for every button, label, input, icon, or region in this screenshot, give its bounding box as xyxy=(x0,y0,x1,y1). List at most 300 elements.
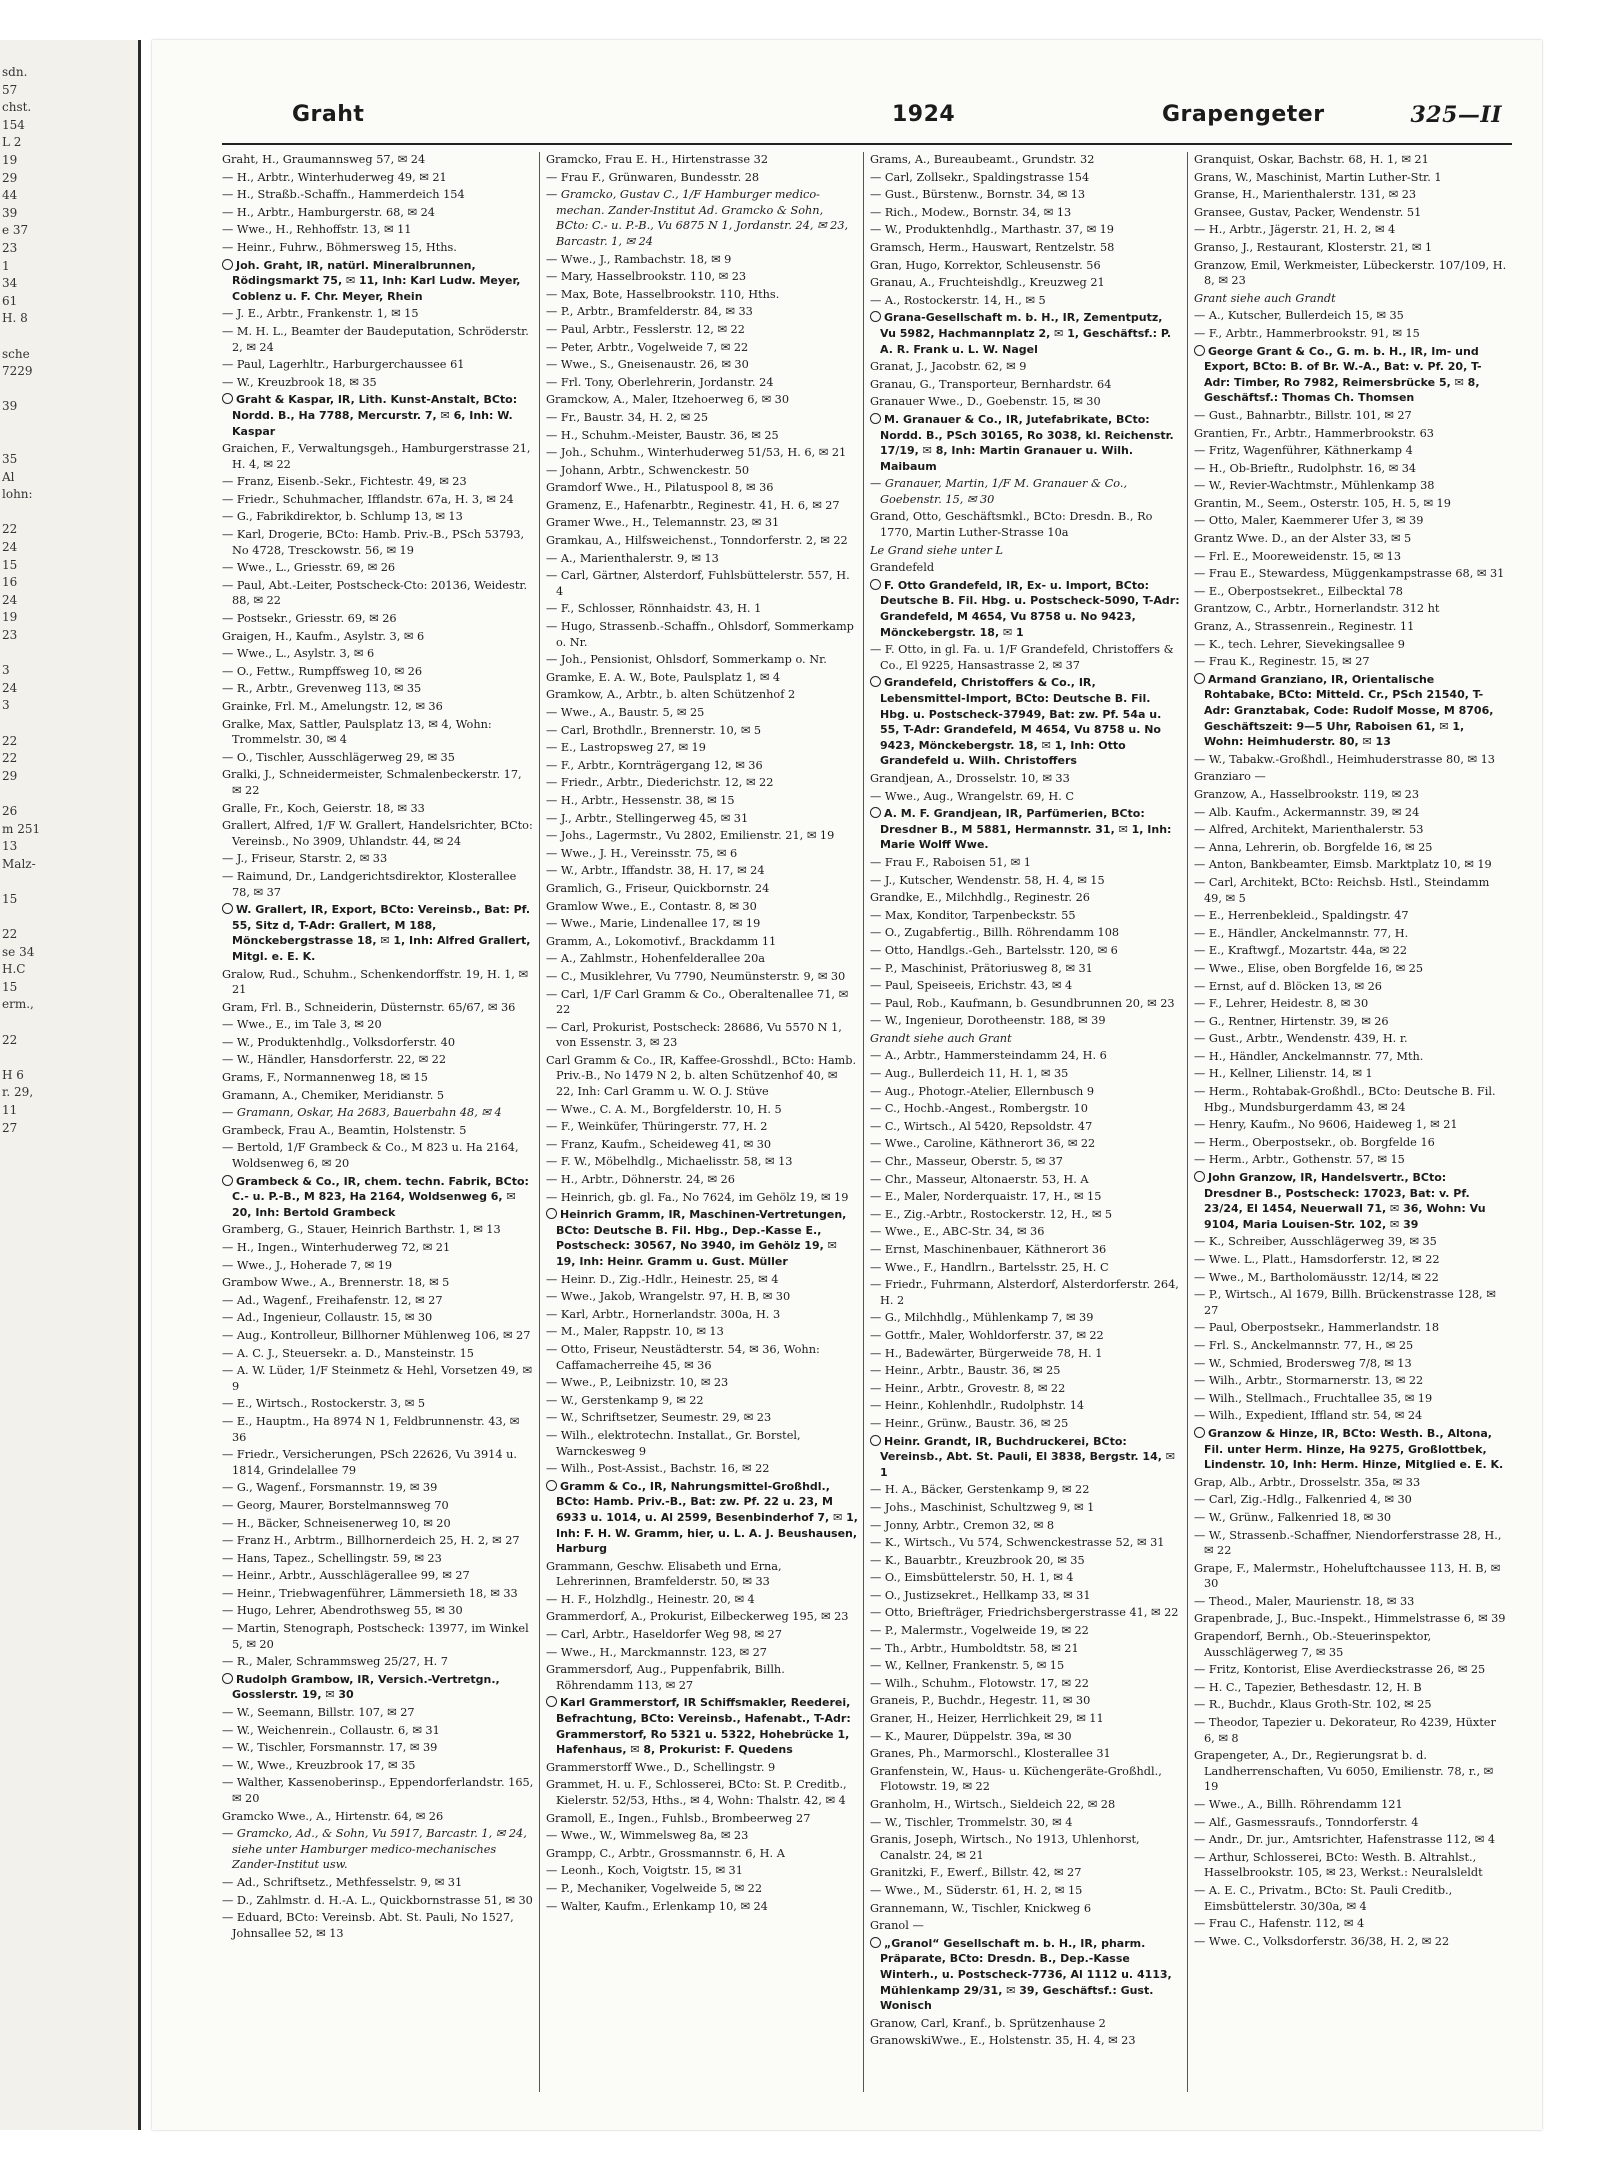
directory-entry xyxy=(222,1910,534,1941)
entry-text: — Frau E., Stewardess, Müggenkampstrasse 68, ✉ 31 xyxy=(1194,567,1505,581)
entry-text: — Wwe., S., Gneisenaustr. 26, ✉ 30 xyxy=(546,358,749,372)
entry-text: Graichen, F., Verwaltungsgeh., Hamburgerstrasse 21, H. 4, ✉ 22 xyxy=(222,442,531,471)
directory-entry xyxy=(546,601,858,617)
entry-text: — Fritz, Wagenführer, Käthnerkamp 4 xyxy=(1194,444,1413,458)
entry-text: — Walther, Kassenoberinsp., Eppendorferlandstr. 165, ✉ 20 xyxy=(222,1776,534,1805)
entry-text: — Ad., Ingenieur, Collaustr. 15, ✉ 30 xyxy=(222,1311,433,1325)
directory-entry xyxy=(870,1310,1182,1326)
entry-text: Grandefeld, Christoffers & Co., IR, Lebensmittel-Import, BCto: Deutsche B. Fil. Hbg. u. Postscheck-37949, Bat: zw. Pf. 54a u. 55, T-Adr: Grandefeld, M 4654, Vu 8758 u. No 9423, Mönckebergstr. 18, ✉ 1, Inh: Otto Grandefeld u. Wilh. Christoffers xyxy=(880,676,1162,768)
entry-text: — Aug., Kontrolleur, Billhorner Mühlenweg 106, ✉ 27 xyxy=(222,1328,531,1342)
entry-text: — Friedr., Schuhmacher, Ifflandstr. 67a, H. 3, ✉ 24 xyxy=(222,492,514,506)
circle-mark-icon xyxy=(222,393,233,404)
directory-entry xyxy=(870,1693,1182,1709)
entry-text: Grape, F., Malermstr., Hoheluftchaussee 113, H. B, ✉ 30 xyxy=(1194,1561,1501,1591)
directory-entry xyxy=(546,340,858,356)
directory-entry xyxy=(222,1672,534,1703)
directory-entry xyxy=(870,943,1182,959)
entry-text: Gramm, A., Lokomotivf., Brackdamm 11 xyxy=(546,934,777,948)
directory-entry xyxy=(546,1342,858,1373)
entry-text: W. Grallert, IR, Export, BCto: Vereinsb., Bat: Pf. 55, Sitz d, T-Adr: Grallert, M 188, Mönckebergstrasse 18, ✉ 1, Inh: Alfred Grallert, Mitgl. e. E. K. xyxy=(232,903,531,963)
entry-text: Le Grand siehe unter L xyxy=(870,543,1003,557)
directory-entry xyxy=(870,1224,1182,1240)
entry-text: — G., Rentner, Hirtenstr. 39, ✉ 26 xyxy=(1194,1014,1389,1028)
entry-text: Gramke, E. A. W., Bote, Paulsplatz 1, ✉ 4 xyxy=(546,670,781,684)
directory-entry xyxy=(546,1324,858,1340)
directory-entry xyxy=(222,324,534,355)
directory-entry xyxy=(546,410,858,426)
entry-text: — E., Hauptm., Ha 8974 N 1, Feldbrunnenstr. 43, ✉ 36 xyxy=(222,1414,520,1444)
directory-entry xyxy=(870,1764,1182,1795)
entry-text: — Max, Bote, Hasselbrookstr. 110, Hths. xyxy=(546,287,780,301)
directory-entry xyxy=(1194,308,1507,324)
entry-text: — Wwe., H., Rehhoffstr. 13, ✉ 11 xyxy=(222,223,412,237)
directory-entry xyxy=(1194,1049,1507,1065)
entry-text: — W., Produktenhdlg., Marthastr. 37, ✉ 19 xyxy=(870,223,1114,237)
entry-text: — Carl, Prokurist, Postscheck: 28686, Vu 5570 N 1, von Essenstr. 3, ✉ 23 xyxy=(546,1020,842,1050)
directory-entry xyxy=(870,806,1182,853)
entry-text: — Gramcko, Gustav C., 1/F Hamburger medico-mechan. Zander-Institut Ad. Gramcko & Sohn, BCto: C.- u. P.-B., Vu 6875 N 1, Jordanstr. 24, ✉ 23, Barcastr. 1, ✉ 24 xyxy=(546,188,849,248)
directory-entry xyxy=(1194,443,1507,459)
directory-entry xyxy=(546,1559,858,1590)
circle-mark-icon xyxy=(870,579,881,590)
directory-entry xyxy=(222,357,534,373)
directory-entry xyxy=(222,1000,534,1016)
directory-entry xyxy=(1194,152,1507,168)
entry-text: — W., Weichenrein., Collaustr. 6, ✉ 31 xyxy=(222,1723,440,1737)
entry-text: — Carl, Zig.-Hdlg., Falkenried 4, ✉ 30 xyxy=(1194,1493,1412,1507)
directory-entry xyxy=(222,441,534,472)
entry-text: — Paul, Oberpostsekr., Hammerlandstr. 18 xyxy=(1194,1321,1440,1335)
directory-entry xyxy=(546,463,858,479)
entry-text: Grans, W., Maschinist, Martin Luther-Str. 1 xyxy=(1194,170,1442,184)
directory-entry xyxy=(546,1393,858,1409)
directory-entry xyxy=(546,1053,858,1100)
entry-text: — C., Hochb.-Angest., Rombergstr. 10 xyxy=(870,1102,1088,1116)
directory-entry xyxy=(870,1154,1182,1170)
entry-text: — Fr., Baustr. 34, H. 2, ✉ 25 xyxy=(546,410,709,424)
directory-entry xyxy=(222,1088,534,1104)
entry-text: — Th., Arbtr., Humboldtstr. 58, ✉ 21 xyxy=(870,1641,1079,1655)
directory-entry xyxy=(1194,1014,1507,1030)
directory-entry xyxy=(222,902,534,964)
directory-entry xyxy=(870,1101,1182,1117)
entry-text: Grantien, Fr., Arbtr., Hammerbrookstr. 63 xyxy=(1194,426,1434,440)
entry-text: M. Granauer & Co., IR, Jutefabrikate, BCto: Nordd. B., PSch 30165, Ro 3038, kl. Reichenstr. 17/19, ✉ 8, Inh: Martin Granauer u. Wilh. Maibaum xyxy=(880,412,1174,473)
entry-text: — A., Kutscher, Bullerdeich 15, ✉ 35 xyxy=(1194,309,1404,323)
directory-entry xyxy=(870,1416,1182,1432)
directory-entry xyxy=(1194,1426,1507,1473)
entry-text: — Frl. S., Anckelmannstr. 77, H., ✉ 25 xyxy=(1194,1338,1414,1352)
directory-entry xyxy=(1194,672,1507,750)
directory-entry xyxy=(546,152,858,168)
circle-mark-icon xyxy=(546,1696,557,1707)
entry-text: Grapengeter, A., Dr., Regierungsrat b. d. Landherrenschaften, Vu 6050, Emilienstr. 78, r., ✉ 19 xyxy=(1194,1749,1494,1794)
entry-text: „Granol“ Gesellschaft m. b. H., IR, pharm. Präparate, BCto: Dresdn. B., Dep.-Kasse Winterh., u. Postscheck-7736, Al 1112 u. 4113, Mühlenkamp 29/31, ✉ 39, Geschäftsf.: Gust. Wonisch xyxy=(880,1936,1172,2013)
entry-text: — Aug., Bullerdeich 11, H. 1, ✉ 35 xyxy=(870,1067,1069,1081)
entry-text: Grantin, M., Seem., Osterstr. 105, H. 5, ✉ 19 xyxy=(1194,496,1451,510)
entry-text: — W., Tischler, Forsmannstr. 17, ✉ 39 xyxy=(222,1741,438,1755)
entry-text: — Frau F., Raboisen 51, ✉ 1 xyxy=(870,855,1031,869)
directory-entry xyxy=(546,687,858,703)
directory-entry xyxy=(870,394,1182,410)
entry-text: — H., Ingen., Winterhuderweg 72, ✉ 21 xyxy=(222,1241,451,1254)
entry-text: — Wilh., elektrotechn. Installat., Gr. Borstel, Warnckesweg 9 xyxy=(546,1428,801,1458)
directory-entry xyxy=(222,222,534,238)
directory-entry xyxy=(546,1592,858,1608)
directory-entry xyxy=(1194,1234,1507,1250)
entry-text: — P., Mechaniker, Vogelweide 5, ✉ 22 xyxy=(546,1881,763,1895)
directory-entry xyxy=(222,646,534,662)
directory-entry xyxy=(222,152,534,168)
entry-text: — Otto, Briefträger, Friedrichsbergerstrasse 41, ✉ 22 xyxy=(870,1606,1179,1620)
directory-entry xyxy=(1194,1594,1507,1610)
directory-entry xyxy=(1194,478,1507,494)
directory-entry xyxy=(222,699,534,715)
entry-text: Gralke, Max, Sattler, Paulsplatz 13, ✉ 4, Wohn: Trommelstr. 30, ✉ 4 xyxy=(222,717,492,747)
entry-text: Granziaro — xyxy=(1194,770,1266,784)
directory-entry xyxy=(870,275,1182,291)
entry-text: — Wilh., Post-Assist., Bachstr. 16, ✉ 22 xyxy=(546,1462,770,1476)
directory-entry xyxy=(870,258,1182,274)
entry-text: — W., Schriftsetzer, Seumestr. 29, ✉ 23 xyxy=(546,1411,772,1425)
directory-entry xyxy=(546,723,858,739)
directory-entry xyxy=(222,1105,534,1121)
directory-entry xyxy=(870,789,1182,805)
entry-text: — Fritz, Kontorist, Elise Averdieckstrasse 26, ✉ 25 xyxy=(1194,1663,1486,1677)
directory-entry xyxy=(870,560,1182,576)
directory-entry xyxy=(1194,1748,1507,1795)
entry-text: Gramdorf Wwe., H., Pilatuspool 8, ✉ 36 xyxy=(546,481,774,495)
entry-text: — K., Maurer, Düppelstr. 39a, ✉ 30 xyxy=(870,1729,1072,1743)
entry-text: Granfenstein, W., Haus- u. Küchengeräte-Großhdl., Flotowstr. 19, ✉ 22 xyxy=(870,1764,1162,1794)
directory-entry xyxy=(546,793,858,809)
entry-text: Gralle, Fr., Koch, Geierstr. 18, ✉ 33 xyxy=(222,801,425,815)
entry-text: — Heinrich, gb. gl. Fa., No 7624, im Gehölz 19, ✉ 19 xyxy=(546,1190,849,1204)
directory-entry xyxy=(222,492,534,508)
directory-entry xyxy=(870,509,1182,540)
directory-entry xyxy=(222,187,534,203)
entry-text: Granzow, Emil, Werkmeister, Lübeckerstr. 107/109, H. 8, ✉ 23 xyxy=(1194,258,1507,288)
directory-entry xyxy=(546,1662,858,1693)
entry-text: — J., Friseur, Starstr. 2, ✉ 33 xyxy=(222,852,388,866)
directory-entry xyxy=(1194,1170,1507,1232)
entry-text: — H., Händler, Anckelmannstr. 77, Mth. xyxy=(1194,1049,1424,1063)
directory-entry xyxy=(546,1461,858,1477)
entry-text: — H., Arbtr., Döhnerstr. 24, ✉ 26 xyxy=(546,1173,735,1187)
entry-text: Grantz Wwe. D., an der Alster 33, ✉ 5 xyxy=(1194,532,1412,546)
directory-entry xyxy=(222,1723,534,1739)
entry-text: — Karl, Drogerie, BCto: Hamb. Priv.-B., PSch 53793, No 4728, Tresckowstr. 56, ✉ 19 xyxy=(222,528,525,557)
entry-text: — Martin, Stenograph, Postscheck: 13977, im Winkel 5, ✉ 20 xyxy=(222,1622,529,1651)
directory-entry xyxy=(1194,566,1507,582)
directory-entry xyxy=(222,509,534,525)
directory-entry xyxy=(546,916,858,932)
directory-entry xyxy=(1194,205,1507,221)
directory-entry xyxy=(546,1289,858,1305)
directory-entry xyxy=(222,306,534,322)
directory-entry xyxy=(1194,1629,1507,1660)
entry-text: — W., Arbtr., Iffandstr. 38, H. 17, ✉ 24 xyxy=(546,864,765,878)
directory-entry xyxy=(222,1603,534,1619)
entry-text: — Gust., Bürstenw., Bornstr. 34, ✉ 13 xyxy=(870,188,1086,202)
directory-entry xyxy=(1194,822,1507,838)
entry-text: — A., Marienthalerstr. 9, ✉ 13 xyxy=(546,551,719,565)
directory-entry xyxy=(546,1609,858,1625)
entry-text: Grapendorf, Bernh., Ob.-Steuerinspektor, Ausschlägerweg 7, ✉ 35 xyxy=(1194,1630,1432,1659)
directory-entry xyxy=(222,1568,534,1584)
entry-text: Granholm, H., Wirtsch., Sieldeich 22, ✉ 28 xyxy=(870,1798,1116,1811)
directory-entry xyxy=(870,1084,1182,1100)
entry-text: — J., Kutscher, Wendenstr. 58, H. 4, ✉ 15 xyxy=(870,873,1105,887)
entry-text: — M., Maler, Rappstr. 10, ✉ 13 xyxy=(546,1325,724,1339)
entry-text: — Wwe., P., Leibnizstr. 10, ✉ 23 xyxy=(546,1376,729,1390)
entry-text: — Paul, Lagerhltr., Harburgerchaussee 61 xyxy=(222,358,465,372)
directory-entry xyxy=(222,750,534,766)
entry-text: — W., Gerstenkamp 9, ✉ 22 xyxy=(546,1393,704,1407)
directory-entry xyxy=(222,1654,534,1670)
directory-entry xyxy=(222,205,534,221)
directory-entry xyxy=(222,1826,534,1873)
entry-text: — W., Händler, Hansdorferstr. 22, ✉ 22 xyxy=(222,1053,447,1067)
entry-text: — Franz, Kaufm., Scheideweg 41, ✉ 30 xyxy=(546,1137,772,1151)
entry-text: Gramm & Co., IR, Nahrungsmittel-Großhdl., BCto: Hamb. Priv.-B., Bat: zw. Pf. 22 u. 23, M 6933 u. 1014, u. Al 2599, Besenbinderhof 7, ✉ 1, Inh: F. H. W. Gramm, hier, u. L. A. J. Beushausen, Harburg xyxy=(556,1479,858,1556)
entry-text: — G., Milchhdlg., Mühlenkamp 7, ✉ 39 xyxy=(870,1311,1094,1325)
directory-entry xyxy=(1194,1066,1507,1082)
entry-text: Grambow Wwe., A., Brennerstr. 18, ✉ 5 xyxy=(222,1276,450,1290)
directory-entry xyxy=(870,1136,1182,1152)
directory-entry xyxy=(546,1760,858,1776)
directory-entry xyxy=(546,1846,858,1862)
entry-text: Graht, H., Graumannsweg 57, ✉ 24 xyxy=(222,153,426,166)
directory-entry xyxy=(222,1705,534,1721)
entry-text: — P., Wirtsch., Al 1679, Billh. Brückenstrasse 128, ✉ 27 xyxy=(1194,1288,1496,1317)
directory-entry xyxy=(1194,1850,1507,1881)
entry-text: Gran, Hugo, Korrektor, Schleusenstr. 56 xyxy=(870,258,1101,272)
entry-text: — O., Fettw., Rumpffsweg 10, ✉ 26 xyxy=(222,664,423,678)
entry-text: Rudolph Grambow, IR, Versich.-Vertretgn., Gosslerstr. 19, ✉ 30 xyxy=(232,1672,500,1702)
entry-text: — Friedr., Arbtr., Diederichstr. 12, ✉ 22 xyxy=(546,776,774,790)
directory-entry xyxy=(870,1363,1182,1379)
directory-entry xyxy=(1194,584,1507,600)
entry-text: — Frau F., Grünwaren, Bundesstr. 28 xyxy=(546,170,760,184)
entry-text: — G., Wagenf., Forsmannstr. 19, ✉ 39 xyxy=(222,1481,438,1495)
directory-entry xyxy=(1194,1031,1507,1047)
entry-text: — Hugo, Strassenb.-Schaffn., Ohlsdorf, Sommerkamp o. Nr. xyxy=(546,620,854,649)
directory-entry xyxy=(546,1828,858,1844)
directory-entry xyxy=(222,240,534,256)
entry-text: Grammerdorf, A., Prokurist, Eilbeckerweg 195, ✉ 23 xyxy=(546,1610,849,1624)
directory-entry xyxy=(870,978,1182,994)
entry-text: — F. Otto, in gl. Fa. u. 1/F Grandefeld, Christoffers & Co., El 9225, Hansastrasse 2, ✉ 37 xyxy=(870,643,1174,672)
entry-text: — H. F., Holzhdlg., Heinestr. 20, ✉ 4 xyxy=(546,1592,755,1606)
entry-text: Grallert, Alfred, 1/F W. Grallert, Handelsrichter, BCto: Vereinsb., No 3909, Uhlandstr. 44, ✉ 24 xyxy=(222,819,533,848)
directory-entry xyxy=(546,1428,858,1459)
entry-text: Grambeck, Frau A., Beamtin, Holstenstr. 5 xyxy=(222,1123,467,1137)
circle-mark-icon xyxy=(870,311,881,322)
directory-entry xyxy=(870,412,1182,474)
entry-text: — E., Kraftwgf., Mozartstr. 44a, ✉ 22 xyxy=(1194,944,1408,958)
entry-text: Graneis, P., Buchdr., Hegestr. 11, ✉ 30 xyxy=(870,1694,1091,1708)
directory-entry xyxy=(870,1381,1182,1397)
entry-text: — P., Maschinist, Prätoriusweg 8, ✉ 31 xyxy=(870,961,1093,975)
directory-entry xyxy=(1194,408,1507,424)
entry-text: Gramlich, G., Friseur, Quickbornstr. 24 xyxy=(546,881,770,895)
directory-entry xyxy=(546,987,858,1018)
directory-entry xyxy=(870,543,1182,559)
entry-text: — K., Bauarbtr., Kreuzbrook 20, ✉ 35 xyxy=(870,1553,1085,1567)
entry-text: — H., Arbtr., Jägerstr. 21, H. 2, ✉ 4 xyxy=(1194,223,1396,237)
entry-text: — Hugo, Lehrer, Abendrothsweg 55, ✉ 30 xyxy=(222,1604,463,1618)
entry-text: — Gramann, Oskar, Ha 2683, Bauerbahn 48, ✉ 4 xyxy=(222,1106,502,1120)
entry-text: Grambeck & Co., IR, chem. techn. Fabrik, BCto: C.- u. P.-B., M 823, Ha 2164, Woldsenweg 6, ✉ 20, Inh: Bertold Grambeck xyxy=(232,1174,529,1219)
entry-text: — F., Arbtr., Kornträgergang 12, ✉ 36 xyxy=(546,758,763,772)
directory-entry xyxy=(546,705,858,721)
entry-text: — O., Zugabfertig., Billh. Röhrendamm 108 xyxy=(870,926,1120,940)
directory-entry xyxy=(1194,654,1507,670)
entry-text: — Joh., Pensionist, Ohlsdorf, Sommerkamp o. Nr. xyxy=(546,653,827,667)
entry-text: — A., Zahlmstr., Hohenfelderallee 20a xyxy=(546,952,765,966)
directory-entry xyxy=(870,1500,1182,1516)
directory-entry xyxy=(222,578,534,609)
directory-entry xyxy=(546,269,858,285)
entry-text: — Rich., Modew., Bornstr. 34, ✉ 13 xyxy=(870,205,1072,219)
entry-text: — W., Wwe., Kreuzbrook 17, ✉ 35 xyxy=(222,1758,416,1772)
entry-text: — G., Fabrikdirektor, b. Schlump 13, ✉ 13 xyxy=(222,510,463,524)
entry-text: — Wwe., H., Marckmannstr. 123, ✉ 27 xyxy=(546,1645,767,1659)
entry-text: Graht & Kaspar, IR, Lith. Kunst-Anstalt, BCto: Nordd. B., Ha 7788, Mercurstr. 7, ✉ 6, Inh: W. Kaspar xyxy=(232,393,518,438)
entry-text: — Heinr. D., Zig.-Hdlr., Heinestr. 25, ✉ 4 xyxy=(546,1272,779,1286)
entry-text: — Johann, Arbtr., Schwenckestr. 50 xyxy=(546,463,750,477)
column-2 xyxy=(546,152,864,2092)
directory-entry xyxy=(1194,513,1507,529)
directory-entry xyxy=(222,560,534,576)
entry-text: — W., Tabakw.-Großhdl., Heimhuderstrasse 80, ✉ 13 xyxy=(1194,752,1495,766)
directory-entry xyxy=(870,1260,1182,1276)
entry-text: — Wilh., Stellmach., Fruchtallee 35, ✉ 19 xyxy=(1194,1391,1433,1405)
circle-mark-icon xyxy=(1194,345,1205,356)
directory-entry xyxy=(222,1621,534,1652)
directory-entry xyxy=(546,619,858,650)
directory-entry xyxy=(1194,258,1507,289)
entry-text: Grammet, H. u. F., Schlosserei, BCto: St. P. Creditb., Kielerstr. 52/53, Hths., ✉ 4, Wohn: Thalstr. 42, ✉ 4 xyxy=(546,1778,847,1807)
directory-entry xyxy=(1194,943,1507,959)
circle-mark-icon xyxy=(1194,673,1205,684)
directory-entry xyxy=(222,1240,534,1256)
directory-entry xyxy=(870,1832,1182,1863)
directory-entry xyxy=(222,1140,534,1171)
directory-entry xyxy=(1194,1528,1507,1559)
directory-entry xyxy=(222,1293,534,1309)
directory-entry xyxy=(1194,1152,1507,1168)
entry-text: — E., Zig.-Arbtr., Rostockerstr. 12, H., ✉ 5 xyxy=(870,1207,1113,1221)
directory-entry xyxy=(546,375,858,391)
directory-entry xyxy=(222,767,534,798)
entry-text: Granol — xyxy=(870,1919,924,1933)
entry-text: Grammersdorf, Aug., Puppenfabrik, Billh. Röhrendamm 113, ✉ 27 xyxy=(546,1663,785,1692)
directory-entry xyxy=(870,1434,1182,1481)
directory-entry xyxy=(870,1207,1182,1223)
entry-text: — Wwe., J., Hoherade 7, ✉ 19 xyxy=(222,1258,393,1272)
directory-entry xyxy=(870,1119,1182,1135)
entry-text: — Johs., Lagermstr., Vu 2802, Emilienstr. 21, ✉ 19 xyxy=(546,829,835,843)
entry-text: — C., Musiklehrer, Vu 7790, Neumünsterstr. 9, ✉ 30 xyxy=(546,969,846,983)
entry-text: — W., Kreuzbrook 18, ✉ 35 xyxy=(222,375,377,389)
entry-text: — W., Schmied, Brodersweg 7/8, ✉ 13 xyxy=(1194,1356,1412,1370)
entry-text: Granz, A., Strassenrein., Reginestr. 11 xyxy=(1194,620,1415,634)
entry-text: — Wwe., E., im Tale 3, ✉ 20 xyxy=(222,1018,382,1032)
entry-text: — Johs., Maschinist, Schultzweg 9, ✉ 1 xyxy=(870,1500,1095,1514)
directory-entry xyxy=(1194,549,1507,565)
directory-entry xyxy=(546,392,858,408)
header-page-number: 325—II xyxy=(1410,102,1502,128)
directory-entry xyxy=(870,1711,1182,1727)
entry-text: — O., Justizsekret., Hellkamp 33, ✉ 31 xyxy=(870,1588,1091,1602)
directory-entry xyxy=(546,951,858,967)
circle-mark-icon xyxy=(870,1435,881,1446)
directory-entry xyxy=(870,1883,1182,1899)
entry-text: — Frl. E., Mooreweidenstr. 15, ✉ 13 xyxy=(1194,549,1402,563)
directory-entry xyxy=(1194,961,1507,977)
directory-entry xyxy=(1194,637,1507,653)
entry-text: — Carl, Gärtner, Alsterdorf, Fuhlsbüttelerstr. 557, H. 4 xyxy=(546,569,850,598)
entry-text: F. Otto Grandefeld, IR, Ex- u. Import, BCto: Deutsche B. Fil. Hbg. u. Postscheck-5090, T-Adr: Grandefeld, M 4654, Vu 8758 u. No 9423, Mönckebergstr. 18, ✉ 1 xyxy=(880,578,1180,639)
directory-entry xyxy=(1194,787,1507,803)
directory-entry xyxy=(1194,426,1507,442)
entry-text: — Wwe., J. H., Vereinsstr. 75, ✉ 6 xyxy=(546,846,738,860)
entry-text: — E., Händler, Anckelmannstr. 77, H. xyxy=(1194,926,1409,940)
entry-text: — Gramcko, Ad., & Sohn, Vu 5917, Barcastr. 1, ✉ 24, siehe unter Hamburger medico-mechanisches Zander-Institut usw. xyxy=(222,1827,527,1872)
directory-entry xyxy=(870,1797,1182,1813)
entry-text: — Wilh., Schuhm., Flotowstr. 17, ✉ 22 xyxy=(870,1676,1089,1690)
entry-text: — Heinr., Triebwagenführer, Lämmersieth 18, ✉ 33 xyxy=(222,1586,518,1600)
directory-entry xyxy=(1194,291,1507,307)
directory-entry xyxy=(1194,1715,1507,1746)
directory-entry xyxy=(1194,1373,1507,1389)
directory-entry xyxy=(870,170,1182,186)
entry-text: Granso, J., Restaurant, Klosterstr. 21, ✉ 1 xyxy=(1194,240,1433,254)
entry-text: Grandke, E., Milchhdlg., Reginestr. 26 xyxy=(870,891,1090,905)
entry-text: Joh. Graht, IR, natürl. Mineralbrunnen, Rödingsmarkt 75, ✉ 11, Inh: Karl Ludw. Meyer, Coblenz u. F. Chr. Meyer, Rhein xyxy=(232,258,521,303)
directory-entry xyxy=(1194,240,1507,256)
directory-entry xyxy=(546,828,858,844)
entry-text: — Frau C., Hafenstr. 112, ✉ 4 xyxy=(1194,1917,1365,1931)
entry-text: — Gust., Arbtr., Wendenstr. 439, H. r. xyxy=(1194,1032,1408,1046)
directory-entry xyxy=(222,801,534,817)
directory-entry xyxy=(870,205,1182,221)
directory-entry xyxy=(222,1516,534,1532)
directory-entry xyxy=(870,890,1182,906)
directory-entry xyxy=(546,187,858,249)
entry-text: — Otto, Friseur, Neustädterstr. 54, ✉ 36, Wohn: Caffamacherreihe 45, ✉ 36 xyxy=(546,1342,820,1372)
entry-text: Gramer Wwe., H., Telemannstr. 23, ✉ 31 xyxy=(546,516,780,530)
entry-text: — Arthur, Schlosserei, BCto: Westh. B. Altrahlst., Hasselbrookstr. 105, ✉ 23, Werkst.: Neuralsleldt xyxy=(1194,1850,1483,1880)
adjacent-left-page xyxy=(0,40,141,2130)
entry-text: — Friedr., Versicherungen, PSch 22626, Vu 3914 u. 1814, Grindelallee 79 xyxy=(222,1448,517,1477)
left-page-fragment: sdn. 57 chst. 154 L 2 19 29 44 39 e 37 23 1 34 61 H. 8 sche 7229 39 35 Al lohn: 22 24 15 16 24 19 23 3 24 3 22 22 29 26 m 251 13 Malz- 15 22 se 34 H.C 15 erm., 22 H 6 r. 29, 11 27 xyxy=(2,65,41,1135)
directory-entry xyxy=(546,1479,858,1557)
entry-text: — Ernst, Maschinenbauer, Käthnerort 36 xyxy=(870,1243,1107,1256)
directory-entry xyxy=(870,1535,1182,1551)
entry-text: — O., Tischler, Ausschlägerweg 29, ✉ 35 xyxy=(222,750,455,764)
directory-entry xyxy=(870,961,1182,977)
entry-text: — D., Zahlmstr. d. H.-A. L., Quickbornstrasse 51, ✉ 30 xyxy=(222,1893,533,1907)
directory-entry xyxy=(546,445,858,461)
entry-text: — Anton, Bankbeamter, Eimsb. Marktplatz 10, ✉ 19 xyxy=(1194,858,1492,872)
circle-mark-icon xyxy=(870,807,881,818)
entry-text: — Alf., Gasmessraufs., Tonndorferstr. 4 xyxy=(1194,1815,1419,1829)
entry-text: — K., Schreiber, Ausschlägerweg 39, ✉ 35 xyxy=(1194,1235,1437,1249)
entry-text: — Theod., Maler, Maurienstr. 18, ✉ 33 xyxy=(1194,1594,1415,1608)
